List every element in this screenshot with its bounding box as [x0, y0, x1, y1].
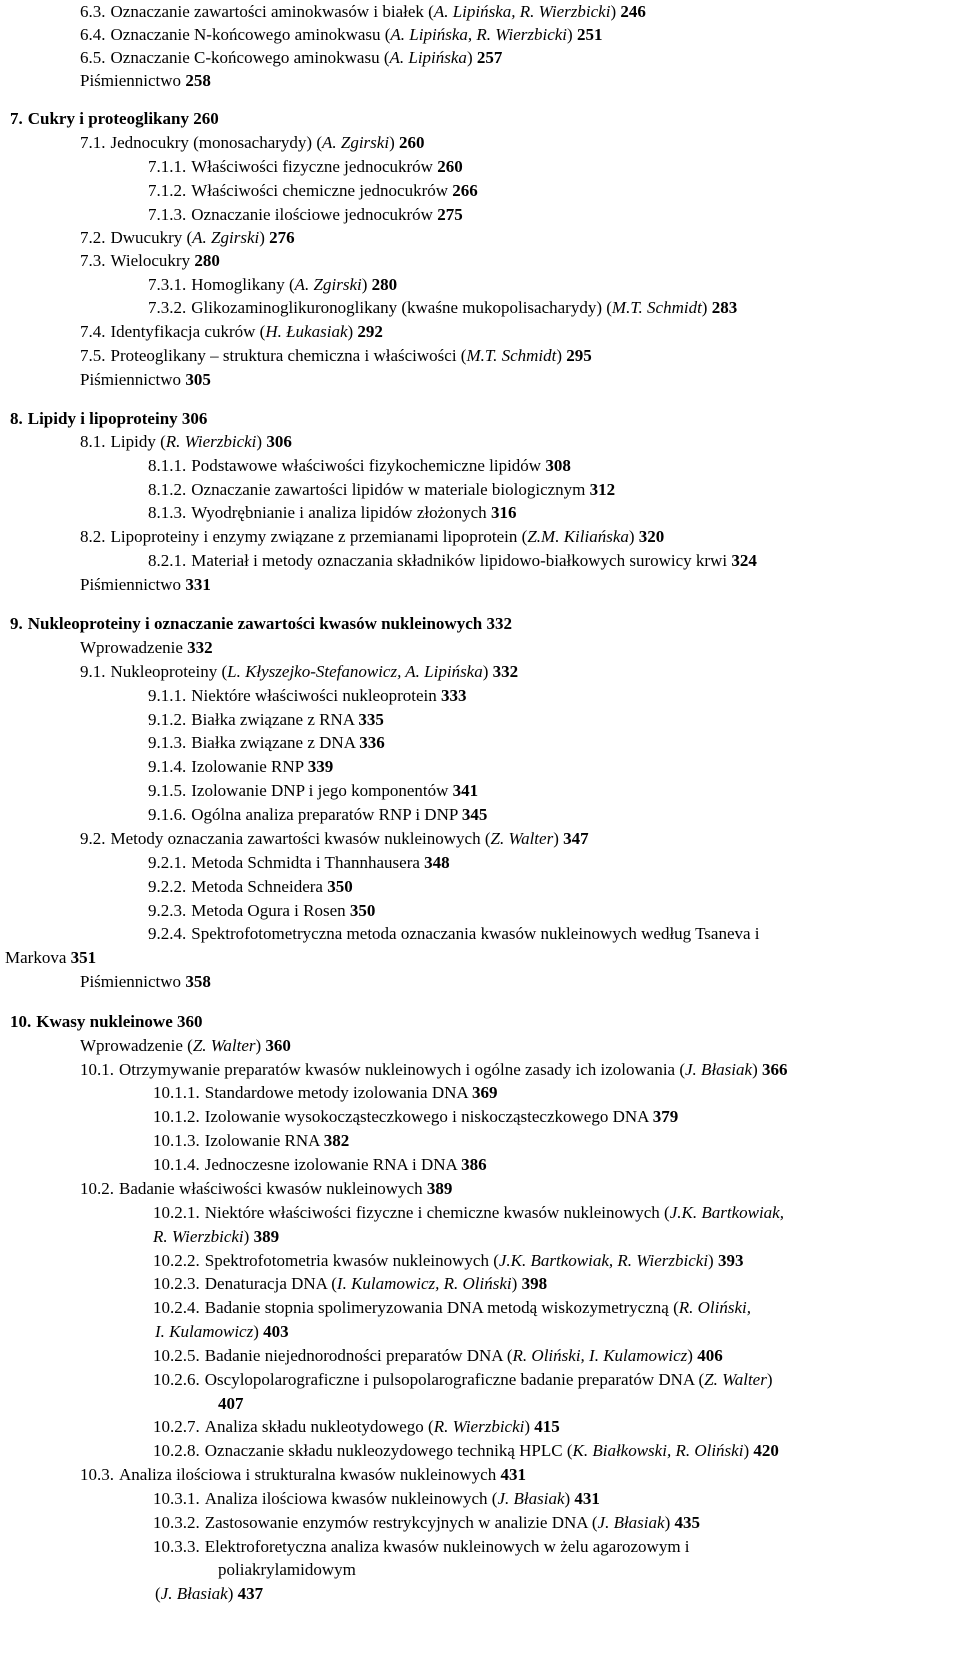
entry-text: ) — [701, 298, 712, 317]
toc-entry — [80, 662, 518, 682]
entry-number: 10.1.2. — [153, 1107, 200, 1126]
entry-authors: R. Oliński, I. Kulamowicz — [512, 1346, 688, 1365]
entry-number: 8.1.2. — [148, 480, 187, 499]
page-number: 341 — [452, 781, 479, 800]
toc-entry — [80, 972, 211, 992]
page-number: 295 — [566, 346, 592, 365]
entry-text: Ogólna analiza preparatów RNP i DNP — [191, 805, 462, 824]
entry-text: Nukleoproteiny ( — [110, 662, 228, 681]
entry-authors: R. Wierzbicki — [433, 1417, 525, 1436]
page-number: 345 — [461, 805, 488, 824]
page-number: 406 — [697, 1346, 723, 1365]
chapter-title: Lipidy i lipoproteiny 306 — [27, 409, 208, 428]
page-number: 316 — [490, 503, 517, 522]
entry-text: Jednoczesne izolowanie RNA i DNA — [204, 1155, 462, 1174]
entry-text: ) — [556, 346, 567, 365]
toc-entry — [80, 346, 592, 366]
page-number: 260 — [437, 157, 463, 176]
toc-entry — [153, 1298, 751, 1318]
entry-text: Glikozaminoglikuronoglikany (kwaśne mukopolisacharydy) ( — [191, 298, 612, 317]
entry-text: Lipidy ( — [110, 432, 166, 451]
toc-entry — [153, 1489, 600, 1509]
entry-text: Wprowadzenie — [80, 638, 188, 657]
toc-entry — [148, 551, 757, 571]
entry-text: ) — [743, 1441, 754, 1460]
toc-entry — [153, 1441, 779, 1461]
entry-number: 10.1.4. — [153, 1155, 200, 1174]
toc-entry — [148, 924, 760, 944]
entry-text: ) — [564, 1489, 575, 1508]
entry-text: Badanie stopnia spolimeryzowania DNA metodą wiskozymetryczną ( — [204, 1298, 679, 1317]
entry-authors: H. Łukasiak — [265, 322, 348, 341]
entry-text: Lipoproteiny i enzymy związane z przemianami lipoprotein ( — [110, 527, 528, 546]
entry-text: ) — [524, 1417, 535, 1436]
entry-authors: A. Zgirski — [322, 133, 390, 152]
entry-number: 10.1.3. — [153, 1131, 200, 1150]
toc-entry — [80, 1036, 291, 1056]
entry-text: Analiza ilościowa kwasów nukleinowych ( — [204, 1489, 498, 1508]
toc-entry — [148, 877, 353, 897]
entry-text: ) — [553, 829, 564, 848]
entry-authors: R. Wierzbicki — [153, 1227, 244, 1246]
toc-entry — [218, 1394, 244, 1414]
entry-text: Denaturacja DNA ( — [204, 1274, 337, 1293]
page-number: 308 — [545, 456, 571, 475]
entry-authors: J. Błasiak — [497, 1489, 565, 1508]
toc-entry — [80, 25, 602, 45]
toc-entry — [153, 1513, 700, 1533]
page-number: 260 — [398, 133, 425, 152]
entry-text: Izolowanie DNP i jego komponentów — [191, 781, 453, 800]
entry-number: 9.1.3. — [148, 733, 187, 752]
page-number: 393 — [717, 1251, 744, 1270]
entry-text: Niektóre właściwości fizyczne i chemiczne kwasów nukleinowych ( — [204, 1203, 670, 1222]
entry-text: Białka związane z RNA — [191, 710, 359, 729]
page-number: 266 — [452, 181, 478, 200]
entry-text: ) — [243, 1227, 254, 1246]
toc-entry — [153, 1227, 279, 1247]
page-number: 251 — [576, 25, 603, 44]
entry-text: ) — [482, 662, 493, 681]
page-number: 276 — [269, 228, 295, 247]
entry-text: ) — [752, 1060, 762, 1079]
entry-text: poliakrylamidowym — [218, 1560, 356, 1579]
entry-authors: Z.M. Kiliańska — [527, 527, 629, 546]
chapter-title: Kwasy nukleinowe 360 — [36, 1012, 203, 1031]
page-number: 280 — [194, 251, 220, 270]
page-number: 331 — [185, 575, 211, 594]
page-number: 350 — [327, 877, 353, 896]
entry-text: ) — [766, 1370, 773, 1389]
entry-text: Piśmiennictwo — [80, 972, 186, 991]
entry-text: Dwucukry ( — [110, 228, 193, 247]
entry-authors: J. Błasiak — [160, 1584, 228, 1603]
entry-authors: I. Kulamowicz — [155, 1322, 254, 1341]
toc-entry — [153, 1203, 784, 1223]
toc-entry — [148, 805, 487, 825]
page-number: 420 — [753, 1441, 779, 1460]
page-number: 407 — [218, 1394, 244, 1413]
entry-text: ) — [610, 2, 621, 21]
entry-number: 6.3. — [80, 2, 106, 21]
toc-entry — [80, 322, 383, 342]
entry-text: Piśmiennictwo — [80, 370, 186, 389]
page-number: 258 — [185, 71, 211, 90]
toc-entry — [80, 1179, 452, 1199]
entry-text: Oznaczanie C-końcowego aminokwasu ( — [110, 48, 390, 67]
page-number: 379 — [652, 1107, 679, 1126]
entry-authors: J.K. Bartkowiak, R. Wierzbicki — [498, 1251, 709, 1270]
toc-entry — [80, 432, 292, 452]
entry-text: Badanie właściwości kwasów nukleinowych — [119, 1179, 427, 1198]
entry-text: Izolowanie RNA — [204, 1131, 324, 1150]
entry-number: 9.2.3. — [148, 901, 187, 920]
page-number: 348 — [424, 853, 450, 872]
toc-entry — [80, 1060, 787, 1080]
entry-number: 7.5. — [80, 346, 106, 365]
entry-number: 10.3.3. — [153, 1537, 200, 1556]
entry-number: 9.2. — [80, 829, 106, 848]
page-number: 246 — [620, 2, 646, 21]
entry-authors: K. Białkowski, R. Oliński — [572, 1441, 744, 1460]
entry-text: Otrzymywanie preparatów kwasów nukleinowych i ogólne zasady ich izolowania ( — [119, 1060, 686, 1079]
entry-number: 6.4. — [80, 25, 106, 44]
entry-number: 10.2.8. — [153, 1441, 200, 1460]
page-number: 437 — [237, 1584, 264, 1603]
entry-authors: I. Kulamowicz, R. Oliński — [336, 1274, 512, 1293]
page-number: 351 — [70, 948, 97, 967]
entry-number: 10.2.5. — [153, 1346, 200, 1365]
entry-text: Homoglikany ( — [191, 275, 295, 294]
toc-entry — [80, 527, 664, 547]
page-number: 257 — [476, 48, 503, 67]
toc-entry — [153, 1251, 743, 1271]
chapter-title: Cukry i proteoglikany 260 — [27, 109, 219, 128]
chapter-heading — [10, 409, 207, 429]
entry-text: Spektrofotometria kwasów nukleinowych ( — [204, 1251, 499, 1270]
entry-text: Badanie niejednorodności preparatów DNA ( — [204, 1346, 513, 1365]
entry-text: Oznaczanie zawartości lipidów w materiale biologicznym — [191, 480, 590, 499]
toc-entry — [153, 1370, 773, 1390]
entry-number: 7.3. — [80, 251, 106, 270]
entry-text: Elektroforetyczna analiza kwasów nukleinowych w żelu agarozowym i — [204, 1537, 690, 1556]
entry-number: 9.2.1. — [148, 853, 187, 872]
page-number: 366 — [761, 1060, 788, 1079]
page-number: 339 — [307, 757, 334, 776]
entry-number: 9.2.2. — [148, 877, 187, 896]
toc-entry — [148, 298, 737, 318]
page-number: 415 — [534, 1417, 560, 1436]
page-number: 398 — [521, 1274, 548, 1293]
toc-entry — [5, 948, 96, 968]
entry-authors: A. Lipińska, R. Wierzbicki — [433, 2, 611, 21]
page-number: 283 — [711, 298, 738, 317]
entry-text: Analiza ilościowa i strukturalna kwasów nukleinowych — [119, 1465, 501, 1484]
entry-text: ) — [567, 25, 577, 44]
entry-text: ) — [227, 1584, 238, 1603]
page-number: 335 — [358, 710, 384, 729]
entry-authors: A. Zgirski — [294, 275, 362, 294]
entry-text: Izolowanie wysokocząsteczkowego i niskocząsteczkowego DNA — [204, 1107, 653, 1126]
entry-text: 332 — [486, 614, 512, 633]
page-number: 382 — [323, 1131, 350, 1150]
entry-number: 7.1. — [80, 133, 106, 152]
entry-text: ) — [389, 133, 399, 152]
chapter-heading — [10, 109, 219, 129]
page-number: 332 — [187, 638, 213, 657]
toc-entry — [80, 1465, 526, 1485]
toc-entry — [80, 133, 424, 153]
toc-entry — [148, 901, 375, 921]
toc-entry — [153, 1346, 723, 1366]
entry-authors: A. Lipińska, R. Wierzbicki — [390, 25, 568, 44]
page-number: 360 — [265, 1036, 291, 1055]
entry-text: Piśmiennictwo — [80, 71, 186, 90]
entry-text: Wprowadzenie ( — [80, 1036, 193, 1055]
toc-entry — [80, 48, 502, 68]
toc-entry — [155, 1322, 289, 1342]
entry-number: 10. — [10, 1012, 32, 1031]
entry-number: 9.1.5. — [148, 781, 187, 800]
entry-number: 10.2.4. — [153, 1298, 200, 1317]
entry-number: 8.2.1. — [148, 551, 187, 570]
entry-authors: J.K. Bartkowiak, — [669, 1203, 784, 1222]
entry-text: ( — [155, 1584, 161, 1603]
entry-authors: J. Błasiak — [685, 1060, 753, 1079]
entry-text: Piśmiennictwo — [80, 575, 186, 594]
toc-entry — [80, 638, 213, 658]
entry-text: Oznaczanie zawartości aminokwasów i białek ( — [110, 2, 434, 21]
entry-number: 10.2.2. — [153, 1251, 200, 1270]
toc-entry — [80, 829, 589, 849]
entry-authors: M.T. Schmidt — [466, 346, 557, 365]
entry-number: 7.2. — [80, 228, 106, 247]
entry-number: 7.4. — [80, 322, 106, 341]
entry-number: 8.2. — [80, 527, 106, 546]
toc-entry — [153, 1155, 487, 1175]
toc-entry — [148, 757, 333, 777]
entry-number: 8.1.3. — [148, 503, 187, 522]
entry-text: Standardowe metody izolowania DNA — [204, 1083, 472, 1102]
page-number: 292 — [357, 322, 383, 341]
toc-entry — [148, 686, 467, 706]
entry-number: 7.1.1. — [148, 157, 187, 176]
entry-number: 9.1.1. — [148, 686, 187, 705]
toc-entry — [148, 503, 516, 523]
entry-number: 9.1.4. — [148, 757, 187, 776]
entry-text: ) — [253, 1322, 264, 1341]
page-number: 336 — [359, 733, 385, 752]
toc-entry — [148, 157, 463, 177]
entry-text: ) — [259, 228, 270, 247]
entry-number: 10.2.1. — [153, 1203, 200, 1222]
toc-entry — [153, 1107, 678, 1127]
entry-number: 7.1.3. — [148, 205, 187, 224]
entry-text: Oznaczanie składu nukleozydowego techniką HPLC ( — [204, 1441, 573, 1460]
chapter-heading — [10, 614, 512, 634]
entry-authors: Z. Walter — [490, 829, 554, 848]
entry-number: 10.2.6. — [153, 1370, 200, 1389]
toc-entry — [148, 456, 571, 476]
entry-number: 9.1.2. — [148, 710, 187, 729]
toc-entry — [148, 853, 450, 873]
page-number: 389 — [253, 1227, 280, 1246]
entry-text: ) — [256, 432, 267, 451]
entry-text: ) — [628, 527, 639, 546]
entry-text: Oscylopolarograficzne i pulsopolarograficzne badanie preparatów DNA ( — [204, 1370, 705, 1389]
entry-text: Wyodrębnianie i analiza lipidów złożonych — [191, 503, 491, 522]
entry-number: 7.1.2. — [148, 181, 187, 200]
entry-number: 10.2.3. — [153, 1274, 200, 1293]
entry-number: 9.1.6. — [148, 805, 187, 824]
entry-text: Podstawowe właściwości fizykochemiczne lipidów — [191, 456, 546, 475]
entry-text: ) — [511, 1274, 522, 1293]
entry-text: ) — [687, 1346, 698, 1365]
entry-number: 7.3.1. — [148, 275, 187, 294]
entry-text: ) — [347, 322, 358, 341]
entry-text: Wielocukry — [110, 251, 195, 270]
page-number: 369 — [471, 1083, 498, 1102]
entry-number: 10.2.7. — [153, 1417, 200, 1436]
chapter-heading — [10, 1012, 203, 1032]
entry-authors: A. Zgirski — [192, 228, 260, 247]
toc-entry — [155, 1584, 263, 1604]
toc-entry — [80, 2, 646, 22]
entry-text: Oznaczanie N-końcowego aminokwasu ( — [110, 25, 391, 44]
toc-entry — [153, 1417, 560, 1437]
chapter-title: Nukleoproteiny i oznaczanie zawartości kwasów nukleinowych — [27, 614, 487, 633]
entry-number: 10.3. — [80, 1465, 114, 1484]
entry-number: 9.1. — [80, 662, 106, 681]
entry-authors: L. Kłyszejko-Stefanowicz, A. Lipińska — [227, 662, 483, 681]
entry-authors: A. Lipińska — [389, 48, 467, 67]
entry-text: Metoda Ogura i Rosen — [191, 901, 350, 920]
entry-number: 8.1. — [80, 432, 106, 451]
page-number: 435 — [674, 1513, 700, 1532]
entry-number: 8.1.1. — [148, 456, 187, 475]
entry-number: 6.5. — [80, 48, 106, 67]
page-number: 333 — [441, 686, 467, 705]
page-number: 320 — [638, 527, 665, 546]
entry-text: Metody oznaczania zawartości kwasów nukleinowych ( — [110, 829, 491, 848]
toc-entry — [80, 251, 220, 271]
entry-number: 7.3.2. — [148, 298, 187, 317]
toc-entry — [80, 228, 295, 248]
entry-text: Białka związane z DNA — [191, 733, 360, 752]
entry-number: 8. — [10, 409, 23, 428]
toc-entry — [80, 370, 211, 390]
page-number: 350 — [349, 901, 376, 920]
entry-text: Markova — [5, 948, 71, 967]
entry-text: Właściwości chemiczne jednocukrów — [191, 181, 453, 200]
toc-entry — [218, 1560, 356, 1580]
toc-entry — [153, 1274, 547, 1294]
entry-authors: Z. Walter — [704, 1370, 767, 1389]
entry-text: Metoda Schneidera — [191, 877, 328, 896]
entry-text: Oznaczanie ilościowe jednocukrów — [191, 205, 438, 224]
entry-number: 10.1. — [80, 1060, 114, 1079]
toc-entry — [148, 181, 478, 201]
toc-entry — [148, 205, 463, 225]
page-number: 305 — [185, 370, 211, 389]
entry-number: 10.3.1. — [153, 1489, 200, 1508]
entry-authors: M.T. Schmidt — [611, 298, 702, 317]
toc-entry — [153, 1083, 497, 1103]
page-number: 386 — [461, 1155, 487, 1174]
entry-number: 7. — [10, 109, 23, 128]
page-number: 312 — [589, 480, 616, 499]
toc-entry — [148, 710, 384, 730]
entry-text: Identyfikacja cukrów ( — [110, 322, 266, 341]
toc-entry — [153, 1131, 349, 1151]
entry-text: ) — [664, 1513, 675, 1532]
entry-text: Izolowanie RNP — [191, 757, 308, 776]
entry-number: 10.1.1. — [153, 1083, 200, 1102]
entry-authors: R. Oliński, — [678, 1298, 751, 1317]
entry-text: Metoda Schmidta i Thannhausera — [191, 853, 425, 872]
page-number: 389 — [426, 1179, 453, 1198]
page-number: 347 — [563, 829, 589, 848]
page-number: 403 — [263, 1322, 289, 1341]
toc-entry — [148, 275, 397, 295]
page-number: 431 — [574, 1489, 600, 1508]
entry-authors: Z. Walter — [192, 1036, 256, 1055]
toc-entry — [148, 733, 385, 753]
page-number: 431 — [500, 1465, 526, 1484]
page-number: 332 — [492, 662, 519, 681]
entry-text: Niektóre właściwości nukleoprotein — [191, 686, 441, 705]
entry-text: Analiza składu nukleotydowego ( — [204, 1417, 434, 1436]
entry-text: ) — [708, 1251, 718, 1270]
entry-text: Spektrofotometryczna metoda oznaczania kwasów nukleinowych według Tsaneva i — [191, 924, 760, 943]
entry-text: Właściwości fizyczne jednocukrów — [191, 157, 438, 176]
entry-text: ) — [361, 275, 372, 294]
page-number: 306 — [266, 432, 292, 451]
entry-number: 9. — [10, 614, 23, 633]
page-number: 280 — [371, 275, 398, 294]
entry-authors: J. Błasiak — [597, 1513, 665, 1532]
entry-number: 10.3.2. — [153, 1513, 200, 1532]
page-number: 275 — [437, 205, 463, 224]
entry-text: Proteoglikany – struktura chemiczna i właściwości ( — [110, 346, 467, 365]
entry-text: Jednocukry (monosacharydy) ( — [110, 133, 322, 152]
entry-text: ) — [255, 1036, 266, 1055]
toc-entry — [80, 71, 211, 91]
entry-authors: R. Wierzbicki — [165, 432, 257, 451]
page-number: 324 — [731, 551, 757, 570]
entry-text: ) — [466, 48, 477, 67]
page-number: 358 — [185, 972, 211, 991]
entry-number: 10.2. — [80, 1179, 114, 1198]
toc-entry — [148, 781, 478, 801]
toc-entry — [148, 480, 615, 500]
toc-entry — [80, 575, 211, 595]
toc-entry — [153, 1537, 690, 1557]
entry-text: Zastosowanie enzymów restrykcyjnych w analizie DNA ( — [204, 1513, 598, 1532]
entry-number: 9.2.4. — [148, 924, 187, 943]
entry-text: Materiał i metody oznaczania składników lipidowo-białkowych surowicy krwi — [191, 551, 732, 570]
